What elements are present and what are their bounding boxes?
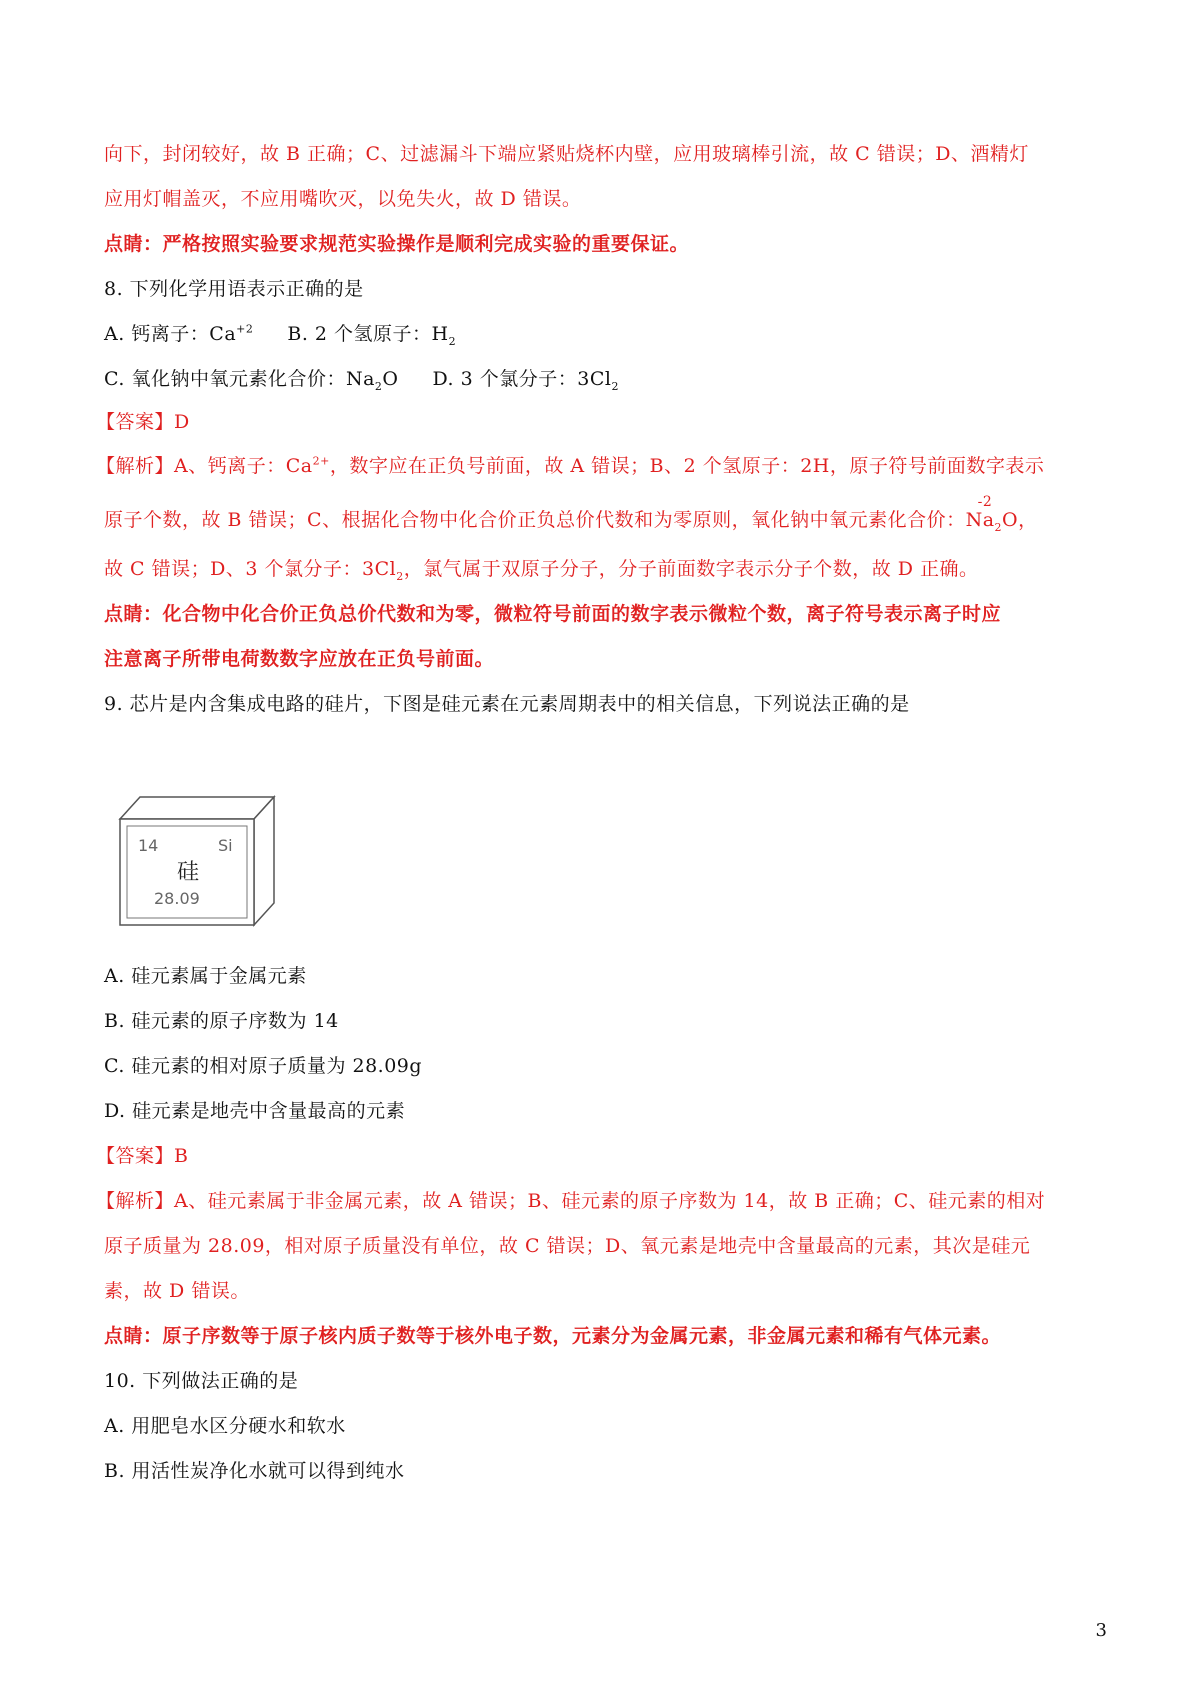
q9-tip: 点睛：原子序数等于原子核内质子数等于核外电子数，元素分为金属元素，非金属元素和稀有气体元素。 — [104, 1325, 1002, 1347]
atomic-number: 14 — [138, 836, 159, 855]
element-card-graphic — [118, 795, 276, 929]
q7-analysis-line1: 向下，封闭较好，故 B 正确；C、过滤漏斗下端应紧贴烧杯内壁，应用玻璃棒引流，故 C 错误；D、酒精灯 — [104, 143, 1029, 165]
q8-tip-line1: 点睛：化合物中化合价正负总价代数和为零，微粒符号前面的数字表示微粒个数，离子符号表示离子时应 — [104, 603, 1002, 625]
q9-option-d: D. 硅元素是地壳中含量最高的元素 — [104, 1100, 406, 1122]
q7-analysis-line2: 应用灯帽盖灭，不应用嘴吹灭，以免失火，故 D 错误。 — [104, 188, 582, 210]
sodium-oxide-formula — [965, 494, 1038, 534]
q9-answer: 【答案】B — [96, 1145, 189, 1167]
q8-analysis-line3 — [104, 555, 1110, 583]
q8-option-a-sup: +2 — [236, 322, 254, 336]
q9-option-b: B. 硅元素的原子序数为 14 — [104, 1010, 339, 1032]
q8-analysis-l3-pre: 故 C 错误；D、3 个氯分子：3Cl — [104, 558, 397, 580]
q8-analysis-l2-pre: 原子个数，故 B 错误；C、根据化合物中化合价正负总价代数和为零原则，氧化钠中氧元素化合价： — [104, 509, 966, 531]
q8-option-a: A. 钙离子：Ca — [104, 323, 237, 345]
q9-stem: 9. 芯片是内含集成电路的硅片，下图是硅元素在元素周期表中的相关信息，下列说法正确的是 — [104, 693, 910, 715]
q8-analysis-line1 — [96, 452, 1110, 480]
element-symbol: Si — [218, 836, 233, 855]
silicon-element-card — [118, 795, 276, 929]
q8-option-b-sub: 2 — [448, 334, 457, 348]
q8-stem: 8. 下列化学用语表示正确的是 — [104, 278, 364, 300]
q8-analysis-l1-post: ，数字应在正负号前面，故 A 错误；B、2 个氢原子：2H，原子符号前面数字表示 — [329, 455, 1045, 477]
formula-o: O， — [1002, 509, 1038, 531]
q8-options-cd — [104, 365, 1110, 393]
q8-option-c: C. 氧化钠中氧元素化合价：Na — [104, 368, 375, 390]
q10-option-a: A. 用肥皂水区分硬水和软水 — [104, 1415, 346, 1437]
q8-option-d-sub: 2 — [611, 379, 619, 393]
q10-option-b: B. 用活性炭净化水就可以得到纯水 — [104, 1460, 405, 1482]
q8-analysis-l3-post: ，氯气属于双原子分子，分子前面数字表示分子个数，故 D 正确。 — [403, 558, 979, 580]
q8-option-b: B. 2 个氢原子：H — [287, 323, 449, 345]
atomic-mass: 28.09 — [154, 889, 200, 908]
q7-tip: 点睛：严格按照实验要求规范实验操作是顺利完成实验的重要保证。 — [104, 233, 690, 255]
q10-stem: 10. 下列做法正确的是 — [104, 1370, 299, 1392]
element-name: 硅 — [177, 860, 200, 885]
q8-tip-line2: 注意离子所带电荷数数字应放在正负号前面。 — [104, 648, 495, 670]
q8-analysis-l3-sub: 2 — [396, 569, 404, 583]
q9-analysis-line1: 【解析】A、硅元素属于非金属元素，故 A 错误；B、硅元素的原子序数为 14，故 B 正确；C、硅元素的相对 — [96, 1190, 1046, 1212]
oxygen-valence: -2 — [977, 494, 993, 510]
q9-option-a: A. 硅元素属于金属元素 — [104, 965, 307, 987]
q8-option-d: D. 3 个氯分子：3Cl — [432, 368, 612, 390]
q8-analysis-l1-pre: 【解析】A、钙离子：Ca — [96, 455, 313, 477]
q8-options-ab — [104, 320, 1110, 348]
q8-analysis-line2 — [104, 494, 1110, 534]
q8-option-c-sub: 2 — [374, 379, 383, 393]
page-number: 3 — [1095, 1620, 1107, 1641]
formula-na: Na — [965, 509, 995, 531]
q9-option-c: C. 硅元素的相对原子质量为 28.09g — [104, 1055, 423, 1077]
q9-analysis-line2: 原子质量为 28.09，相对原子质量没有单位，故 C 错误；D、氧元素是地壳中含量最高的元素，其次是硅元 — [104, 1235, 1031, 1257]
q9-analysis-line3: 素，故 D 错误。 — [104, 1280, 250, 1302]
formula-sub: 2 — [994, 520, 1003, 534]
q8-answer: 【答案】D — [96, 411, 190, 433]
q8-analysis-l1-sup: 2+ — [312, 454, 330, 468]
q8-option-c-post: O — [382, 368, 399, 390]
